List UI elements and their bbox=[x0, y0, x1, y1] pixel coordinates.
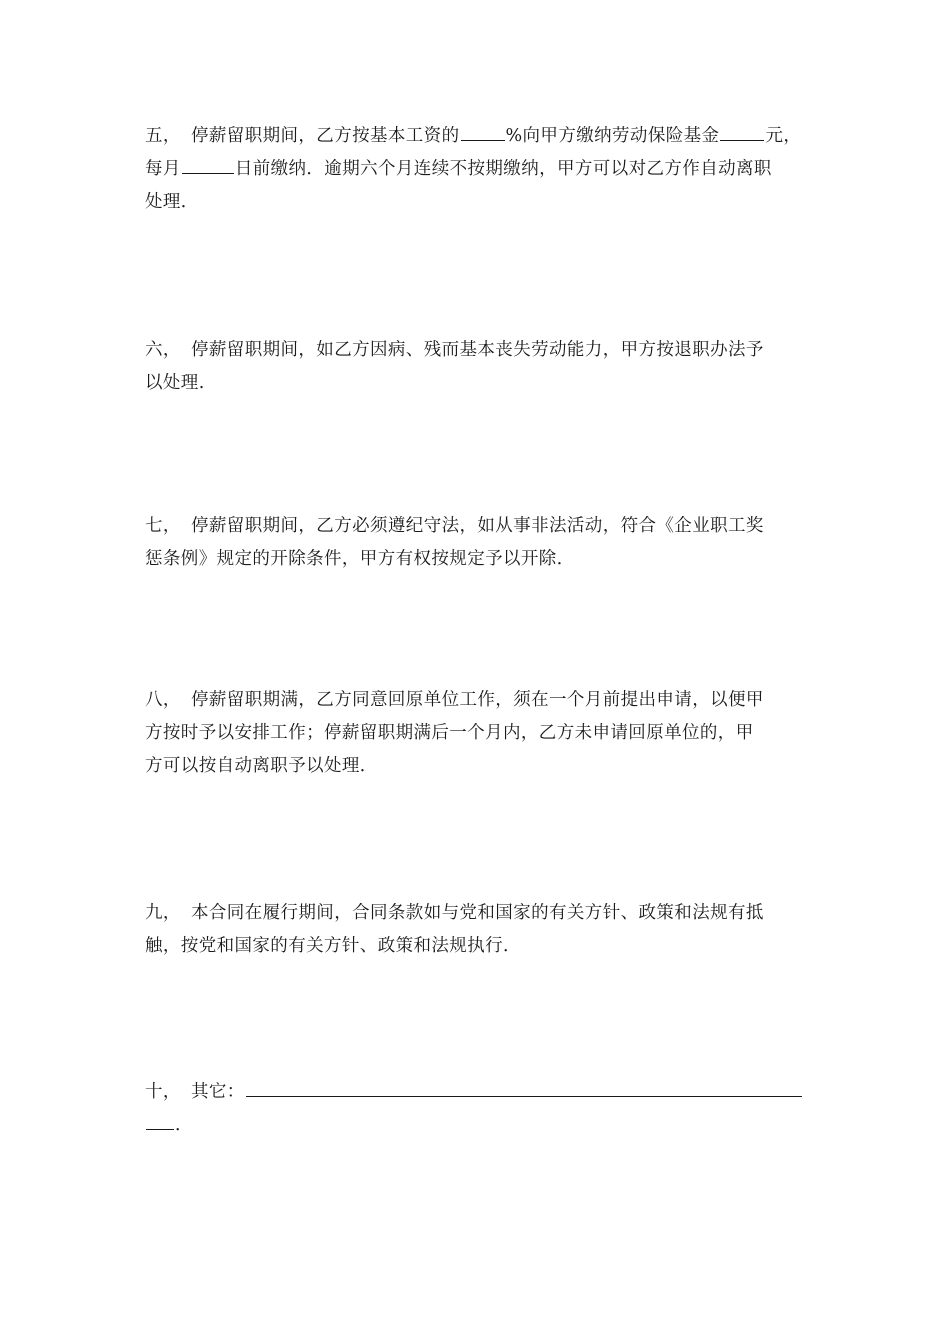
clause-five-line-2 bbox=[145, 153, 807, 186]
clause-eight-line-3 bbox=[145, 750, 807, 783]
clause-number: 五， bbox=[145, 126, 181, 146]
clause-text: 元， bbox=[765, 126, 802, 146]
clause-six-line-2 bbox=[145, 367, 807, 400]
clause-seven bbox=[145, 510, 807, 576]
clause-eight bbox=[145, 684, 807, 783]
clause-text: 以处理. bbox=[145, 373, 205, 393]
fill-blank-other bbox=[246, 1078, 802, 1097]
clause-text: 本合同在履行期间，合同条款如与党和国家的有关方针、政策和法规有抵 bbox=[191, 903, 764, 923]
clause-text: 其它： bbox=[191, 1082, 245, 1102]
clause-eight-line-2 bbox=[145, 717, 807, 750]
clause-text: 日前缴纳．逾期六个月连续不按期缴纳，甲方可以对乙方作自动离职 bbox=[234, 159, 772, 179]
clause-text: ． bbox=[175, 1115, 193, 1135]
clause-five-line-3 bbox=[145, 186, 807, 219]
clause-nine-line-2 bbox=[145, 930, 807, 963]
clause-six-line-1 bbox=[145, 334, 807, 367]
clause-ten bbox=[145, 1076, 807, 1142]
clause-number: 七， bbox=[145, 516, 181, 536]
fill-blank-amount bbox=[720, 122, 764, 141]
fill-blank-other-continued bbox=[146, 1111, 174, 1130]
clause-text: 停薪留职期间，乙方按基本工资的 bbox=[191, 126, 460, 146]
clause-ten-line-1 bbox=[145, 1076, 807, 1109]
clause-text: 方可以按自动离职予以处理． bbox=[145, 756, 378, 776]
clause-nine bbox=[145, 897, 807, 963]
clause-six bbox=[145, 334, 807, 400]
clause-number: 八， bbox=[145, 690, 181, 710]
clause-seven-line-2 bbox=[145, 543, 807, 576]
clause-five bbox=[145, 120, 807, 219]
fill-blank-day bbox=[182, 155, 234, 174]
clause-number: 十， bbox=[145, 1082, 181, 1102]
clause-text: 停薪留职期满，乙方同意回原单位工作，须在一个月前提出申请，以便甲 bbox=[191, 690, 764, 710]
clause-eight-line-1 bbox=[145, 684, 807, 717]
clause-text: 触，按党和国家的有关方针、政策和法规执行． bbox=[145, 936, 521, 956]
clause-text: 处理． bbox=[145, 192, 199, 212]
fill-blank-percent bbox=[461, 122, 505, 141]
clause-text: 每月 bbox=[145, 159, 181, 179]
clause-number: 九， bbox=[145, 903, 181, 923]
clause-text: 惩条例》规定的开除条件，甲方有权按规定予以开除． bbox=[145, 549, 575, 569]
clause-text: %向甲方缴纳劳动保险基金 bbox=[505, 126, 720, 146]
clause-text: 停薪留职期间，乙方必须遵纪守法，如从事非法活动，符合《企业职工奖 bbox=[191, 516, 764, 536]
clause-text: 停薪留职期间，如乙方因病、残而基本丧失劳动能力，甲方按退职办法予 bbox=[191, 340, 764, 360]
clause-five-line-1 bbox=[145, 120, 807, 153]
clause-seven-line-1 bbox=[145, 510, 807, 543]
clause-ten-line-2 bbox=[145, 1109, 807, 1142]
clause-text: 方按时予以安排工作；停薪留职期满后一个月内，乙方未申请回原单位的，甲 bbox=[145, 723, 754, 743]
clause-nine-line-1 bbox=[145, 897, 807, 930]
clause-number: 六， bbox=[145, 340, 181, 360]
